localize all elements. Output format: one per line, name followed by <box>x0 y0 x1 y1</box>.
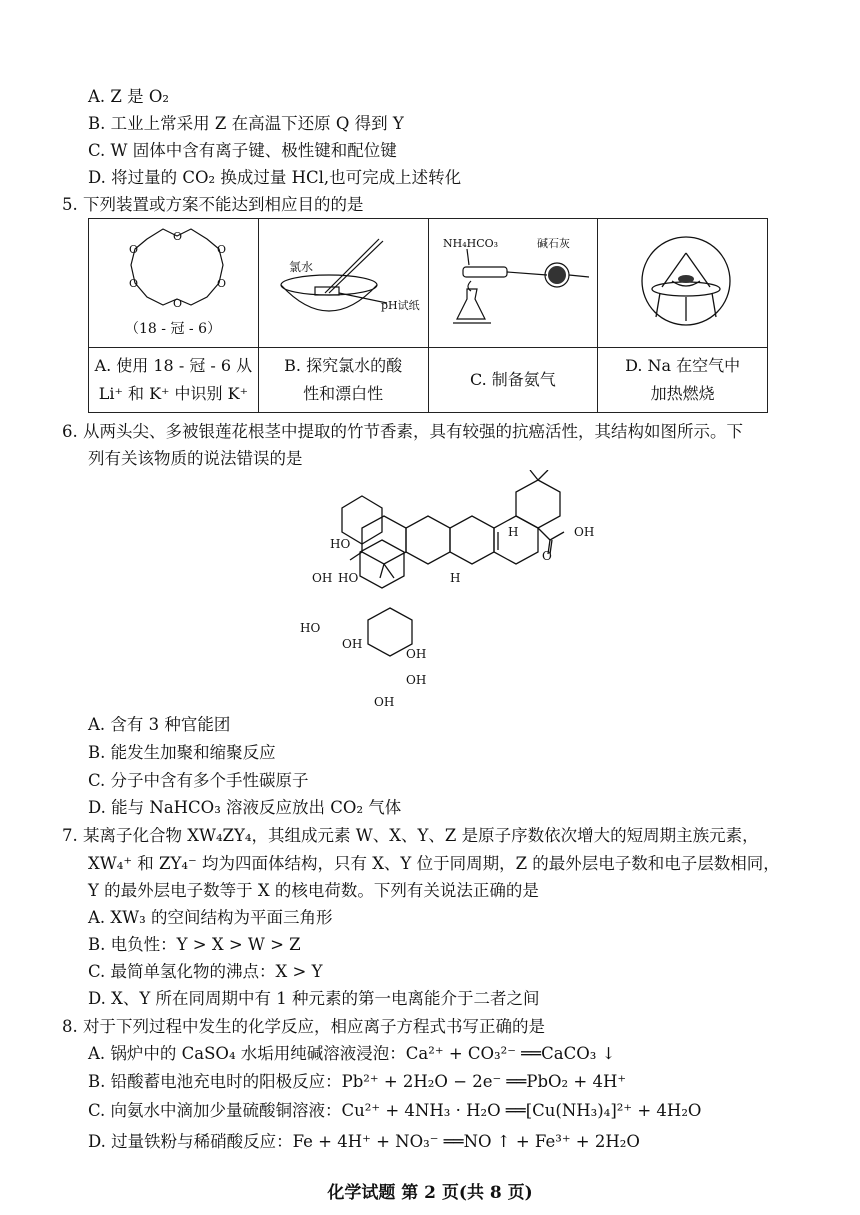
q6-option-a: A. 含有 3 种官能团 <box>88 715 231 734</box>
fig-c-reagent-label: NH₄HCO₃ <box>442 237 498 250</box>
struct-oh-5: OH <box>374 695 395 709</box>
struct-h-1: H <box>508 525 519 539</box>
q7-option-d: D. X、Y 所在同周期中有 1 种元素的第一电离能介于二者之间 <box>88 989 540 1008</box>
q5-figure-a <box>89 219 259 348</box>
q6-stem-line1: 6. 从两头尖、多被银莲花根茎中提取的竹节香素，具有较强的抗癌活性，其结构如图所示。下 <box>62 422 743 441</box>
crown-o-5: O <box>217 277 227 290</box>
q5-caption-a-line2: Li⁺ 和 K⁺ 中识别 K⁺ <box>98 384 249 403</box>
q5-caption-b <box>258 348 428 413</box>
q8-option-a: A. 锅炉中的 CaSO₄ 水垢用纯碱溶液浸泡：Ca²⁺ + CO₃²⁻ ══CaCO₃ ↓ <box>88 1044 616 1063</box>
q5-caption-d-line1: D. Na 在空气中 <box>625 356 741 375</box>
q6-option-d: D. 能与 NaHCO₃ 溶液反应放出 CO₂ 气体 <box>88 798 402 817</box>
struct-oh-1: OH <box>312 571 333 585</box>
q5-stem: 5. 下列装置或方案不能达到相应目的的是 <box>62 195 364 214</box>
q7-option-b: B. 电负性：Y > X > W > Z <box>88 935 301 954</box>
q5-caption-c-line1: C. 制备氨气 <box>469 370 556 389</box>
struct-oh-2: OH <box>342 637 363 651</box>
q5-caption-b-line2: 性和漂白性 <box>303 384 384 403</box>
struct-ho-3: HO <box>300 621 321 635</box>
q6-stem-line2: 列有关该物质的说法错误的是 <box>88 449 303 468</box>
crown-o-3: O <box>217 243 227 256</box>
q8-stem: 8. 对于下列过程中发生的化学反应，相应离子方程式书写正确的是 <box>62 1017 545 1036</box>
q5-caption-d <box>598 348 768 413</box>
q8-option-c: C. 向氨水中滴加少量硫酸铜溶液：Cu²⁺ + 4NH₃ · H₂O ══[Cu(NH₃)₄]²⁺ + 4H₂O <box>88 1101 702 1120</box>
crucible-figure <box>598 219 774 343</box>
crown-ether-figure <box>89 219 265 343</box>
q7-stem-line2: XW₄⁺ 和 ZY₄⁻ 均为四面体结构，只有 X、Y 位于同周期，Z 的最外层电子数和电子层数相同， <box>88 854 780 873</box>
crown-o-4: O <box>129 277 139 290</box>
fig-c-lime-label: 碱石灰 <box>536 237 570 250</box>
q7-option-a: A. XW₃ 的空间结构为平面三角形 <box>88 908 333 927</box>
q4-option-b: B. 工业上常采用 Z 在高温下还原 Q 得到 Y <box>88 114 404 133</box>
q6-structure-figure <box>290 470 610 710</box>
q5-caption-d-line2: 加热燃烧 <box>650 384 715 403</box>
q7-option-c: C. 最简单氢化物的沸点：X > Y <box>88 962 323 981</box>
fig-b-water-label: 氯水 <box>288 260 313 274</box>
struct-o-acid: O <box>542 549 552 563</box>
q8-option-b: B. 铅酸蓄电池充电时的阳极反应：Pb²⁺ + 2H₂O − 2e⁻ ══PbO₂ + 4H⁺ <box>88 1072 627 1091</box>
q5-caption-b-line1: B. 探究氯水的酸 <box>284 356 403 375</box>
q5-figure-c <box>428 219 598 348</box>
q7-stem-line3: Y 的最外层电子数等于 X 的核电荷数。下列有关说法正确的是 <box>88 881 539 900</box>
q5-figure-b <box>258 219 428 348</box>
q4-option-c: C. W 固体中含有离子键、极性键和配位键 <box>88 141 397 160</box>
crown-o-1: O <box>173 230 183 243</box>
chlorine-water-figure <box>259 219 435 343</box>
crown-o-6: O <box>173 297 183 310</box>
q4-option-d: D. 将过量的 CO₂ 换成过量 HCl,也可完成上述转化 <box>88 168 462 187</box>
struct-oh-4: OH <box>406 673 427 687</box>
q5-figure-d <box>598 219 768 348</box>
fig-b-paper-label: pH试纸 <box>380 299 420 312</box>
q6-option-c: C. 分子中含有多个手性碳原子 <box>88 771 309 790</box>
crown-label: （18 - 冠 - 6） <box>125 321 221 337</box>
struct-oh-acid: OH <box>574 525 595 539</box>
q6-option-b: B. 能发生加聚和缩聚反应 <box>88 743 276 762</box>
q5-caption-c <box>428 348 598 413</box>
struct-h-2: H <box>450 571 461 585</box>
q5-device-table <box>88 218 768 413</box>
q4-option-a: A. Z 是 O₂ <box>88 87 170 106</box>
q7-stem-line1: 7. 某离子化合物 XW₄ZY₄，其组成元素 W、X、Y、Z 是原子序数依次增大的短周期主族元素， <box>62 826 759 845</box>
q5-caption-a <box>89 348 259 413</box>
struct-ho-2: HO <box>338 571 359 585</box>
q5-caption-a-line1: A. 使用 18 - 冠 - 6 从 <box>94 356 253 375</box>
q8-option-d: D. 过量铁粉与稀硝酸反应：Fe + 4H⁺ + NO₃⁻ ══NO ↑ + Fe³⁺ + 2H₂O <box>88 1132 640 1151</box>
crown-o-2: O <box>129 243 139 256</box>
ammonia-apparatus-figure <box>429 219 605 343</box>
struct-oh-3: OH <box>406 647 427 661</box>
struct-ho-1: HO <box>330 537 351 551</box>
page-footer: 化学试题 第 2 页(共 8 页) <box>327 1183 533 1203</box>
